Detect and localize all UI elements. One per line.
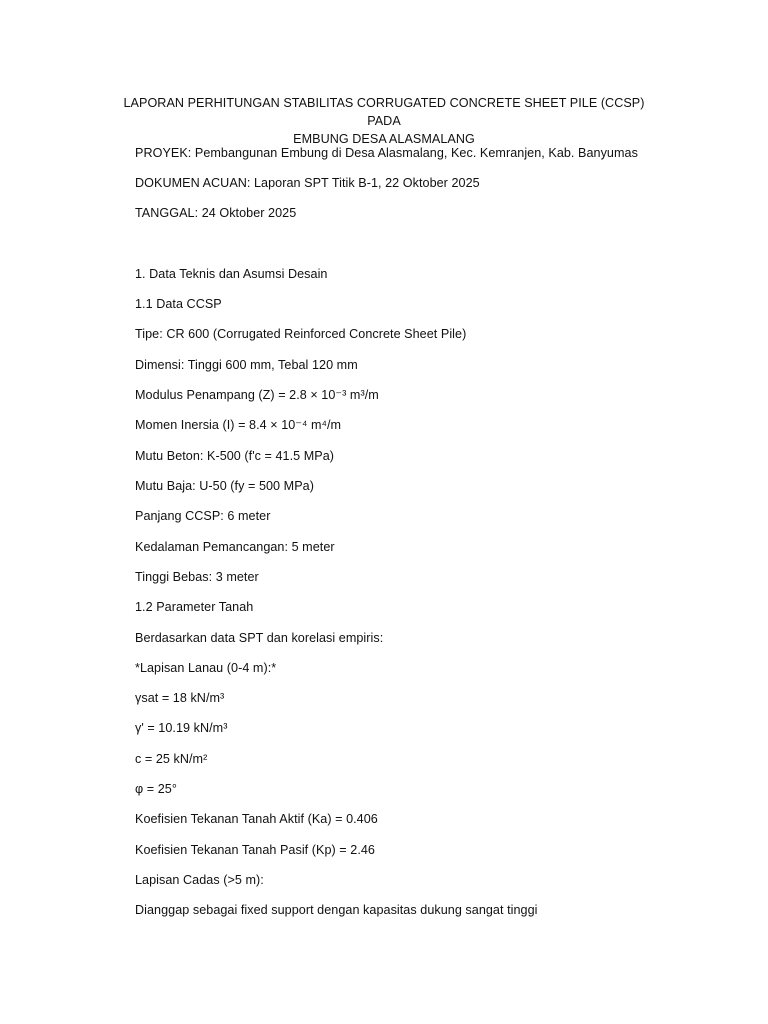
reference-document-line: DOKUMEN ACUAN: Laporan SPT Titik B-1, 22 Oktober 2025: [135, 176, 480, 190]
soil-cohesion: c = 25 kN/m²: [135, 752, 208, 766]
soil-ka: Koefisien Tekanan Tanah Aktif (Ka) = 0.406: [135, 812, 378, 826]
ccsp-length: Panjang CCSP: 6 meter: [135, 509, 271, 523]
ccsp-type: Tipe: CR 600 (Corrugated Reinforced Concrete Sheet Pile): [135, 327, 467, 341]
section-1-1-heading: 1.1 Data CCSP: [135, 297, 222, 311]
ccsp-dimension: Dimensi: Tinggi 600 mm, Tebal 120 mm: [135, 358, 358, 372]
project-line: PROYEK: Pembangunan Embung di Desa Alasmalang, Kec. Kemranjen, Kab. Banyumas: [135, 146, 638, 160]
ccsp-concrete-grade: Mutu Beton: K-500 (f'c = 41.5 MPa): [135, 449, 335, 463]
soil-gamma-effective: γ' = 10.19 kN/m³: [135, 721, 228, 735]
date-line: TANGGAL: 24 Oktober 2025: [135, 206, 297, 220]
report-title-line-2: EMBUNG DESA ALASMALANG: [293, 132, 475, 146]
soil-friction-angle: φ = 25°: [135, 782, 177, 796]
soil-layer-rock: Lapisan Cadas (>5 m):: [135, 873, 264, 887]
ccsp-free-height: Tinggi Bebas: 3 meter: [135, 570, 259, 584]
soil-intro: Berdasarkan data SPT dan korelasi empiris:: [135, 631, 384, 645]
section-1-heading: 1. Data Teknis dan Asumsi Desain: [135, 267, 328, 281]
soil-layer-silt: *Lapisan Lanau (0-4 m):*: [135, 661, 277, 675]
ccsp-embedment: Kedalaman Pemancangan: 5 meter: [135, 540, 335, 554]
report-title-line-1: LAPORAN PERHITUNGAN STABILITAS CORRUGATED CONCRETE SHEET PILE (CCSP) PADA: [123, 96, 645, 128]
ccsp-steel-grade: Mutu Baja: U-50 (fy = 500 MPa): [135, 479, 314, 493]
soil-kp: Koefisien Tekanan Tanah Pasif (Kp) = 2.46: [135, 843, 375, 857]
report-title: [120, 94, 648, 148]
ccsp-moment-inertia: Momen Inersia (I) = 8.4 × 10⁻⁴ m⁴/m: [135, 418, 342, 432]
soil-gamma-sat: γsat = 18 kN/m³: [135, 691, 225, 705]
ccsp-section-modulus: Modulus Penampang (Z) = 2.8 × 10⁻³ m³/m: [135, 388, 379, 402]
section-1-2-heading: 1.2 Parameter Tanah: [135, 600, 254, 614]
soil-rock-note: Dianggap sebagai fixed support dengan kapasitas dukung sangat tinggi: [135, 903, 538, 917]
